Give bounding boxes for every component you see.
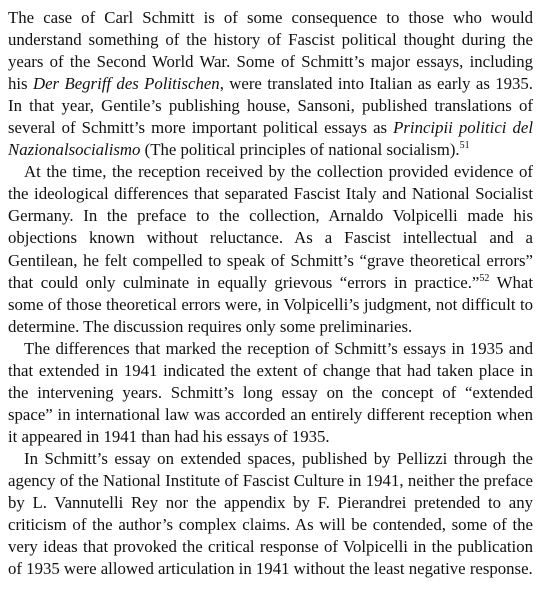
- footnote-marker-52: 52: [479, 272, 490, 284]
- paragraph-volpicelli-reception: [8, 161, 533, 337]
- book-title-principii: Principii politici del Nazionalsocialismo: [8, 118, 534, 160]
- book-title-begriff: Der Begriff des Politischen: [32, 74, 220, 94]
- text-run: , were translated into Italian as early as 1935. In that year, Gentile’s publishing house, Sansoni, published translations of several of Schmitt’s more important political essays as: [8, 74, 533, 138]
- text-run: The differences that marked the reception of Schmitt’s essays in 1935 and that extended in 1941 indicated the extent of change that had taken place in the intervening years. Schmitt’s long essay on the concept of “extended space” in international law was accorded an entirely different reception when it appeared in 1941 than had his essays of 1935.: [8, 338, 533, 446]
- text-run: What some of those theoretical errors were, in Volpicelli’s judgment, not difficult to determine. The discussion requires only some preliminaries.: [8, 272, 534, 336]
- footnote-marker-51: 51: [459, 140, 470, 152]
- paragraph-differences-1935-1941: [8, 338, 533, 448]
- text-run: The case of Carl Schmitt is of some consequence to those who would understand something of the history of Fascist political thought during the years of the Second World War. Some of Schmitt’s major essays, including his: [8, 8, 533, 94]
- text-run: At the time, the reception received by the collection provided evidence of the ideological differences that separated Fascist Italy and National Socialist Germany. In the preface to the collection, Arnaldo Volpicelli made his objections known without reluctance. As a Fascist intellectual and a Gentilean, he felt compelled to speak of Schmitt’s “grave theoretical errors” that could only culminate in equally grievous “errors in practice.”: [8, 162, 533, 292]
- paragraph-extended-spaces-essay: [8, 448, 533, 580]
- text-run: (The political principles of national socialism).: [140, 140, 460, 160]
- text-run: In Schmitt’s essay on extended spaces, published by Pellizzi through the agency of the National Institute of Fascist Culture in 1941, neither the preface by L. Vannutelli Rey nor the appendix by F. Pierandrei pretended to any criticism of the author’s complex claims. As will be contended, some of the very ideas that provoked the critical response of Volpicelli in the publication of 1935 were allowed articulation in 1941 without the least negative response.: [8, 448, 533, 579]
- paragraph-schmitt-introduction: [8, 7, 533, 161]
